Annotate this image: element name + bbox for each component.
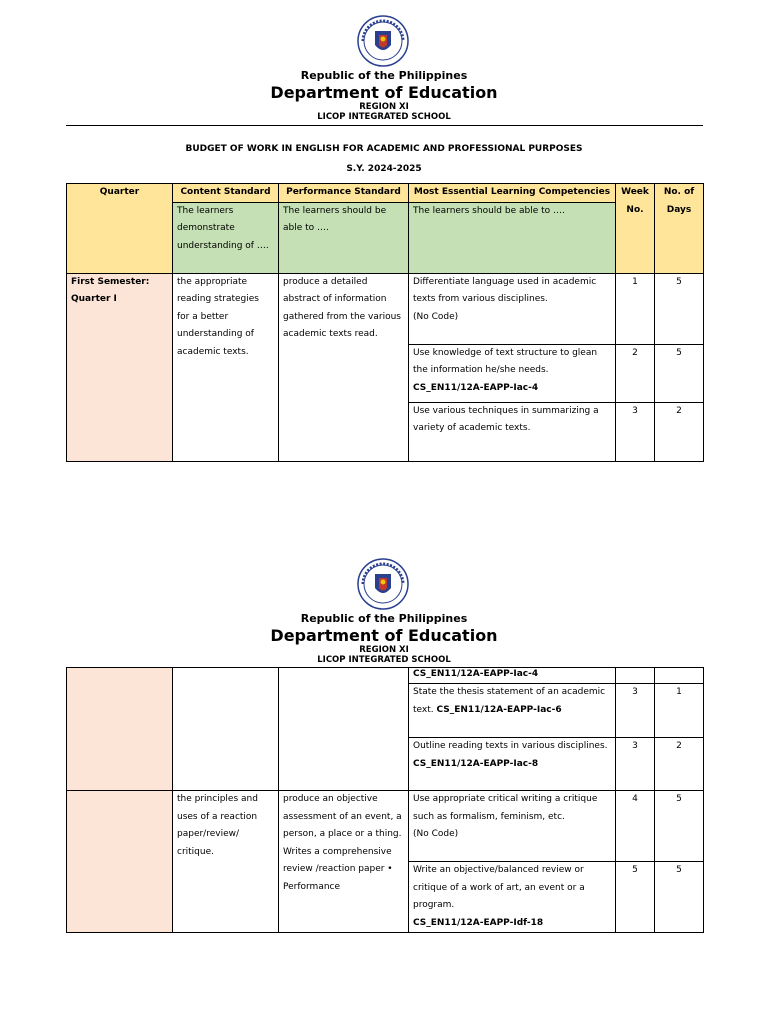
competency-cell	[409, 402, 616, 461]
school-name: LICOP INTEGRATED SCHOOL	[317, 112, 451, 122]
performance-standard-header: Performance Standard	[279, 184, 409, 203]
competency-text: Differentiate language used in academic texts from various disciplines.	[413, 276, 597, 304]
republic-line: Republic of the Philippines	[300, 612, 468, 625]
days-cell: 5	[655, 791, 704, 862]
week-cell: 3	[616, 402, 655, 461]
week-cell: 3	[616, 684, 655, 738]
week-cell: 4	[616, 791, 655, 862]
competency-text: Write an objective/balanced review or critique of a work of art, an event or a program.	[413, 865, 585, 910]
department-title: Department of Education	[270, 83, 498, 102]
competency-code: (No Code)	[413, 311, 459, 322]
department-title: Department of Education	[270, 626, 498, 645]
week-cell	[616, 668, 655, 684]
republic-line: Republic of the Philippines	[300, 69, 468, 82]
days-cell: 2	[655, 738, 704, 791]
competency-code: CS_EN11/12A-EAPP-Iac-6	[436, 704, 562, 715]
deped-seal-icon	[357, 15, 409, 67]
days-cell: 1	[655, 684, 704, 738]
header-divider	[66, 125, 703, 126]
competency-cell	[409, 684, 616, 738]
week-cell: 1	[616, 273, 655, 344]
quarter-header: Quarter	[67, 184, 173, 274]
competency-code: CS_EN11/12A-EAPP-Iac-8	[413, 758, 539, 769]
days-cell: 5	[655, 862, 704, 933]
table-row	[67, 273, 704, 344]
competency-cell	[409, 344, 616, 402]
school-year: S.Y. 2024-2025	[346, 164, 422, 174]
quarter-cell	[67, 668, 173, 791]
deped-seal-icon	[357, 558, 409, 610]
budget-of-work-table	[66, 183, 704, 462]
days-cell	[655, 668, 704, 684]
competency-text: Use various techniques in summarizing a variety of academic texts.	[413, 405, 599, 433]
content-standard-cell	[173, 668, 279, 791]
performance-standard-cell: produce a detailed abstract of information gathered from the various academic texts read.	[279, 273, 409, 461]
competency-code: CS_EN11/12A-EAPP-Iac-4	[413, 382, 539, 393]
melc-subheader: The learners should be able to ….	[409, 202, 616, 273]
table-row	[67, 668, 704, 684]
week-cell: 3	[616, 738, 655, 791]
performance-subheader: The learners should be able to ….	[279, 202, 409, 273]
week-cell: 5	[616, 862, 655, 933]
content-subheader: The learners demonstrate understanding of ….	[173, 202, 279, 273]
competency-cell	[409, 791, 616, 862]
quarter-cell: First Semester: Quarter I	[67, 273, 173, 461]
days-cell: 5	[655, 344, 704, 402]
quarter-cell	[67, 791, 173, 933]
table-header-row	[67, 184, 704, 203]
region-label: REGION XI	[359, 645, 409, 655]
competency-text: Use appropriate critical writing a critique such as formalism, feminism, etc.	[413, 794, 598, 822]
content-standard-cell: the principles and uses of a reaction paper/review/ critique.	[173, 791, 279, 933]
budget-of-work-table-continued	[66, 667, 704, 933]
content-standard-header: Content Standard	[173, 184, 279, 203]
competency-cell	[409, 273, 616, 344]
week-no-header: Week No.	[616, 184, 655, 274]
competency-text: Outline reading texts in various disciplines.	[413, 741, 608, 751]
competency-text: Use knowledge of text structure to glean the information he/she needs.	[413, 347, 598, 375]
performance-standard-cell: produce an objective assessment of an event, a person, a place or a thing. Writes a comprehensive review /reaction paper • Performance	[279, 791, 409, 933]
school-name: LICOP INTEGRATED SCHOOL	[317, 655, 451, 665]
competency-text: State the thesis statement of an academic text.	[413, 687, 606, 715]
no-of-days-header: No. of Days	[655, 184, 704, 274]
content-standard-cell: the appropriate reading strategies for a better understanding of academic texts.	[173, 273, 279, 461]
document-title: BUDGET OF WORK IN ENGLISH FOR ACADEMIC AND PROFESSIONAL PURPOSES	[185, 144, 583, 154]
competency-code: CS_EN11/12A-EAPP-Idf-18	[413, 917, 544, 928]
table-row	[67, 791, 704, 862]
days-cell: 2	[655, 402, 704, 461]
competency-cell	[409, 862, 616, 933]
region-label: REGION XI	[359, 102, 409, 112]
performance-standard-cell	[279, 668, 409, 791]
days-cell: 5	[655, 273, 704, 344]
competency-cell	[409, 738, 616, 791]
melc-header: Most Essential Learning Competencies	[409, 184, 616, 203]
competency-code: CS_EN11/12A-EAPP-Iac-4	[409, 668, 616, 684]
week-cell: 2	[616, 344, 655, 402]
competency-code: (No Code)	[413, 829, 459, 839]
